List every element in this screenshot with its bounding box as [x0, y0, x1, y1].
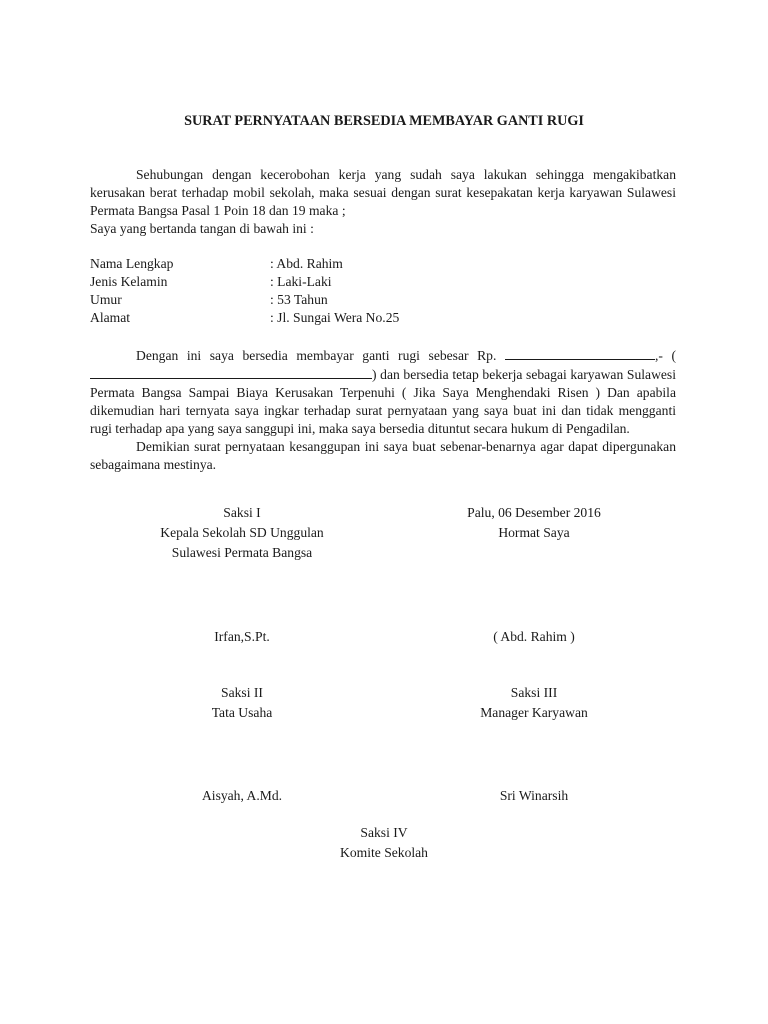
identity-row-address [90, 309, 399, 327]
identity-row-age [90, 291, 399, 309]
saksi2-role: Saksi II [221, 685, 263, 700]
identity-value: : Jl. Sungai Wera No.25 [270, 310, 400, 325]
saksi1-name: Irfan,S.Pt. [214, 629, 270, 644]
identity-table [90, 255, 399, 327]
closing-salutation: Hormat Saya [498, 525, 570, 540]
place-date: Palu, 06 Desember 2016 [467, 505, 601, 520]
signer-intro: Saya yang bertanda tangan di bawah ini : [90, 221, 314, 236]
identity-label: Alamat [90, 310, 131, 325]
amount-words-blank [90, 365, 372, 379]
saksi2-name: Aisyah, A.Md. [201, 788, 283, 803]
opening-paragraph [90, 166, 676, 220]
statement-text-1: Dengan ini saya bersedia membayar ganti rugi sebesar Rp. [136, 348, 505, 363]
saksi3-role: Saksi III [510, 685, 558, 700]
saksi1-title-line1: Kepala Sekolah SD Unggulan [160, 525, 324, 540]
statement-text-2: ,- [654, 348, 663, 363]
saksi3-name: Sri Winarsih [499, 788, 569, 803]
identity-label: Umur [90, 292, 122, 307]
saksi3-position: Manager Karyawan [480, 705, 588, 720]
closing-paragraph: Demikian surat pernyataan kesanggupan ini saya buat sebenar-benarnya agar dapat dipergunakan sebagaimana mestinya. [90, 439, 676, 472]
saksi3-name-block [384, 787, 684, 805]
identity-value: : Abd. Rahim [270, 256, 343, 271]
signer-name-block [384, 628, 684, 646]
saksi2-name-block [92, 787, 392, 805]
saksi1-title-line2: Sulawesi Permata Bangsa [171, 545, 313, 560]
statement-text-3: ( [671, 348, 676, 363]
identity-row-gender [90, 273, 399, 291]
saksi1-block [92, 503, 392, 563]
identity-label: Nama Lengkap [90, 256, 174, 271]
signer-name: ( Abd. Rahim ) [493, 629, 575, 644]
identity-value: : Laki-Laki [270, 274, 332, 289]
document-title: SURAT PERNYATAAN BERSEDIA MEMBAYAR GANTI RUGI [184, 113, 584, 129]
saksi1-role: Saksi I [223, 505, 261, 520]
saksi4-block [234, 823, 534, 863]
saksi3-block [384, 683, 684, 723]
signer-block [384, 503, 684, 543]
saksi4-position: Komite Sekolah [340, 845, 428, 860]
statement-section [90, 346, 676, 474]
identity-label: Jenis Kelamin [90, 274, 168, 289]
saksi2-block [92, 683, 392, 723]
identity-value: : 53 Tahun [270, 292, 328, 307]
saksi2-position: Tata Usaha [211, 705, 273, 720]
amount-number-blank [505, 346, 655, 360]
opening-paragraph-text: Sehubungan dengan kecerobohan kerja yang sudah saya lakukan sehingga mengakibatkan kerusakan berat terhadap mobil sekolah, maka sesuai dengan surat kesepakatan kerja karyawan Sulawesi Permata Bangsa Pasal 1 Poin 18 dan 19 maka ; [90, 167, 676, 218]
identity-row-name [90, 255, 399, 273]
saksi4-role: Saksi IV [360, 825, 408, 840]
statement-paragraph [90, 346, 676, 438]
statement-text-4: ) dan bersedia tetap bekerja sebagai karyawan Sulawesi Permata Bangsa Sampai Biaya Kerusakan Terpenuhi ( Jika Saya Menghendaki Risen ) Dan apabila dikemudian hari ternyata saya ingkar terhadap surat pernyataan yang saya buat ini dan tidak mengganti rugi terhadap apa yang saya sanggupi ini, maka saya bersedia dituntut secara hukum di Pengadilan. [90, 367, 676, 436]
saksi1-name-block [92, 628, 392, 646]
